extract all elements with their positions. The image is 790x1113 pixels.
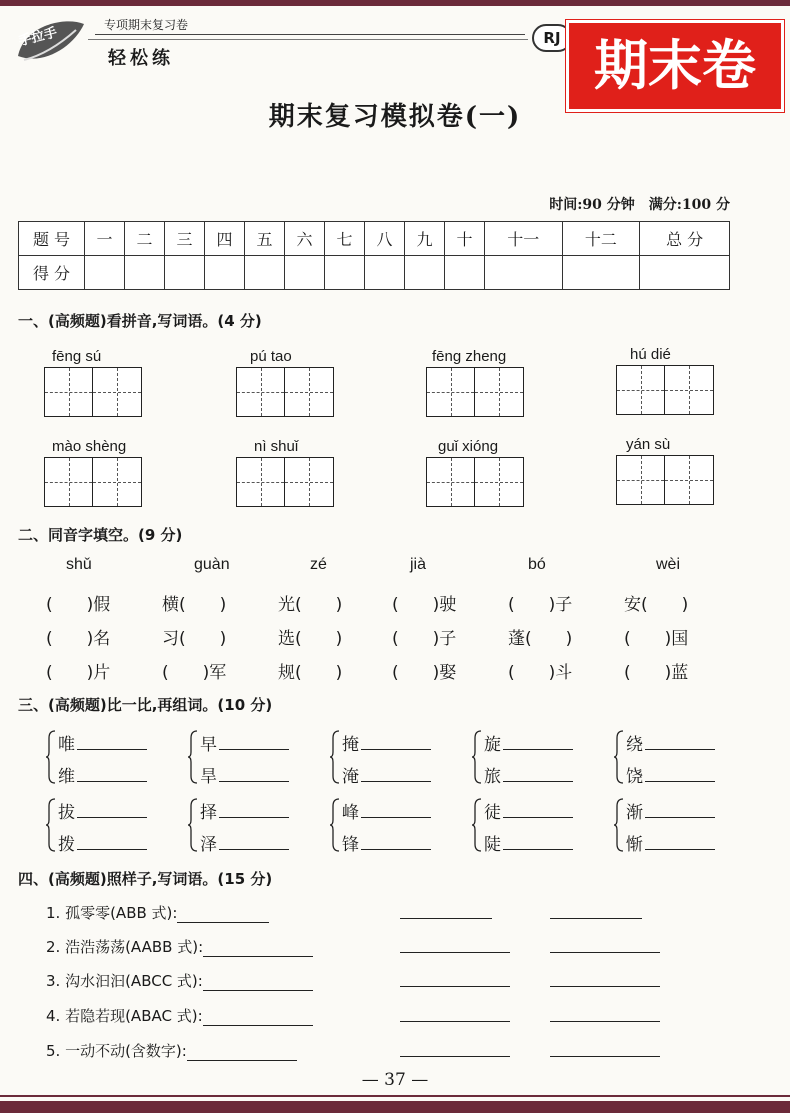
pair-line[interactable] [342,798,431,823]
answer-blank[interactable] [503,836,573,850]
grid-cell[interactable] [665,366,713,414]
pinyin-text: nì shuǐ [254,438,299,455]
answer-blank[interactable] [219,768,289,782]
pinyin-header: guàn [194,556,230,573]
char: 掩 [342,735,359,755]
pattern-prompt: 3. 沟水汩汩(ABCC 式): [46,972,203,990]
grid-cell[interactable] [617,456,665,504]
answer-blank[interactable] [203,977,313,991]
compare-pair [188,728,318,786]
score-blank[interactable] [405,256,445,290]
pattern-prompt: 2. 浩浩荡荡(AABB 式): [46,938,204,956]
pinyin-label [438,436,498,455]
compare-pair [188,796,318,854]
score-cell: 九 [405,222,445,256]
fill-blank-item[interactable]: 安( ) [624,595,689,615]
compare-pair [472,796,602,854]
answer-blank[interactable] [177,909,269,923]
answer-blank[interactable] [187,1047,297,1061]
pinyin-text: fēng zheng [432,348,507,365]
pinyin-label [52,346,101,365]
writing-grid[interactable] [236,457,334,507]
grid-cell[interactable] [93,458,141,506]
score-blank[interactable] [125,256,165,290]
exam-type-badge: 期末卷 [566,20,784,112]
bottom-border [0,1101,790,1113]
answer-blank[interactable] [77,736,147,750]
grid-cell[interactable] [617,366,665,414]
char: 淹 [342,767,359,787]
brace-icon [330,730,340,784]
compare-pair [614,728,744,786]
score-cell: 十一 [485,222,563,256]
pair-line[interactable] [626,830,715,855]
writing-grid[interactable] [616,455,714,505]
score-blank[interactable] [640,256,730,290]
score-blank[interactable] [285,256,325,290]
score-cell: 一 [85,222,125,256]
pinyin-header: bó [528,556,546,573]
fill-blank-item[interactable]: 选( ) [278,629,343,649]
header-rule [95,34,525,35]
char: 饶 [626,767,643,787]
series-name: 专项期末复习卷 [104,18,189,32]
pair-line[interactable] [58,798,147,823]
writing-grid[interactable] [236,367,334,417]
answer-blank[interactable] [550,1021,660,1022]
answer-blank[interactable] [77,836,147,850]
pinyin-label [626,434,670,453]
score-blank[interactable] [325,256,365,290]
answer-blank[interactable] [361,804,431,818]
pair-line[interactable] [342,830,431,855]
section-1-title: 一、(高频题)看拼音,写词语。(4 分) [18,312,262,330]
word-pattern-row [46,936,313,957]
pinyin-label [250,346,292,365]
char: 峰 [342,803,359,823]
answer-blank[interactable] [203,943,313,957]
header-rule [88,39,528,40]
word-pattern-row [46,1040,297,1061]
fill-blank-item[interactable]: ( )国 [624,629,689,649]
pair-line[interactable] [200,762,289,787]
writing-grid[interactable] [44,367,142,417]
compare-pair [330,728,460,786]
series-title: 轻松练 [108,48,174,69]
brace-icon [330,798,340,852]
pinyin-header: zé [310,556,327,573]
score-blank[interactable] [485,256,563,290]
answer-blank[interactable] [400,1056,510,1057]
score-blank[interactable] [562,256,640,290]
score-blank[interactable] [205,256,245,290]
fill-blank-item[interactable]: 习( ) [162,629,227,649]
char: 旋 [484,735,501,755]
answer-blank[interactable] [361,768,431,782]
char: 绕 [626,735,643,755]
brace-icon [188,730,198,784]
fill-blank-item[interactable]: ( )蓝 [624,663,689,683]
score-label: 得 分 [19,256,85,290]
score-table [18,221,730,290]
grid-cell[interactable] [93,368,141,416]
pinyin-label [630,344,671,363]
fill-blank-item[interactable]: ( )驶 [392,595,457,615]
char: 拔 [58,803,75,823]
score-blank[interactable] [445,256,485,290]
char: 择 [200,803,217,823]
answer-blank[interactable] [503,768,573,782]
pair-line[interactable] [200,730,289,755]
pair-line[interactable] [626,798,715,823]
score-blank[interactable] [85,256,125,290]
fill-blank-item[interactable]: ( )子 [392,629,457,649]
brace-icon [188,798,198,852]
char: 陡 [484,835,501,855]
time-info: 时间:90 分钟 满分:100 分 [549,197,730,213]
score-cell: 七 [325,222,365,256]
pair-line[interactable] [484,762,573,787]
char: 惭 [626,835,643,855]
logo-text: 手拉手 [17,25,59,50]
pair-line[interactable] [626,730,715,755]
fill-blank-item[interactable]: ( )假 [46,595,111,615]
fill-blank-item[interactable]: ( )军 [162,663,227,683]
char: 锋 [342,835,359,855]
score-cell: 十 [445,222,485,256]
char: 徒 [484,803,501,823]
pinyin-label [254,436,298,455]
score-blank[interactable] [365,256,405,290]
pinyin-text: yán sù [626,436,671,453]
fill-blank-item[interactable]: ( )子 [508,595,573,615]
compare-pair [46,728,176,786]
score-cell: 六 [285,222,325,256]
compare-pair [330,796,460,854]
grid-cell[interactable] [665,456,713,504]
pinyin-text: fēng sú [52,348,102,365]
brace-icon [46,798,56,852]
compare-pair [46,796,176,854]
pinyin-header: wèi [656,556,681,573]
char: 渐 [626,803,643,823]
score-blank[interactable] [245,256,285,290]
fill-blank-item[interactable]: ( )名 [46,629,111,649]
char: 维 [58,767,75,787]
pair-line[interactable] [626,762,715,787]
brace-icon [472,798,482,852]
pinyin-text: hú dié [630,346,671,363]
answer-blank[interactable] [400,918,492,919]
pinyin-header: jià [410,556,427,573]
answer-blank[interactable] [645,836,715,850]
answer-blank[interactable] [77,768,147,782]
pattern-prompt: 1. 孤零零(ABB 式): [46,904,178,922]
answer-blank[interactable] [361,736,431,750]
answer-blank[interactable] [503,736,573,750]
score-cell: 四 [205,222,245,256]
page-number: — 37 — [361,1070,429,1090]
grid-cell[interactable] [475,368,523,416]
answer-blank[interactable] [219,836,289,850]
grid-cell[interactable] [237,458,285,506]
char: 泽 [200,835,217,855]
brace-icon [472,730,482,784]
word-pattern-row [46,1005,313,1026]
answer-blank[interactable] [550,986,660,987]
answer-blank[interactable] [400,986,510,987]
brace-icon [614,798,624,852]
pair-line[interactable] [342,762,431,787]
pattern-prompt: 5. 一动不动(含数字): [46,1042,187,1060]
section-4-title: 四、(高频题)照样子,写词语。(15 分) [18,870,273,888]
grid-cell[interactable] [427,368,475,416]
writing-grid[interactable] [44,457,142,507]
fill-blank-item[interactable]: 蓬( ) [508,629,573,649]
answer-blank[interactable] [361,836,431,850]
compare-pair [472,728,602,786]
pair-line[interactable] [342,730,431,755]
fill-blank-item[interactable]: ( )娶 [392,663,457,683]
pinyin-header: shǔ [66,556,92,573]
answer-blank[interactable] [400,1021,510,1022]
bottom-rule [0,1095,790,1097]
fill-blank-item[interactable]: 规( ) [278,663,343,683]
answer-blank[interactable] [645,768,715,782]
answer-blank[interactable] [77,804,147,818]
score-cell: 三 [165,222,205,256]
grid-cell[interactable] [237,368,285,416]
score-cell: 题 号 [19,222,85,256]
grid-cell[interactable] [45,368,93,416]
char: 旅 [484,767,501,787]
pair-line[interactable] [484,730,573,755]
score-cell: 二 [125,222,165,256]
compare-pair [614,796,744,854]
score-cell: 五 [245,222,285,256]
writing-grid[interactable] [426,367,524,417]
section-3-title: 三、(高频题)比一比,再组词。(10 分) [18,696,273,714]
answer-blank[interactable] [645,804,715,818]
answer-blank[interactable] [645,736,715,750]
page-title: 期末复习模拟卷(一) [268,102,522,132]
pattern-prompt: 4. 若隐若现(ABAC 式): [46,1007,203,1025]
pinyin-text: pú tao [250,348,292,365]
pinyin-text: mào shèng [52,438,127,455]
answer-blank[interactable] [219,736,289,750]
grid-cell[interactable] [45,458,93,506]
fill-blank-item[interactable]: ( )片 [46,663,111,683]
section-2-title: 二、同音字填空。(9 分) [18,526,183,544]
pinyin-label [52,436,126,455]
pinyin-text: guǐ xióng [438,438,499,455]
writing-grid[interactable] [426,457,524,507]
brace-icon [46,730,56,784]
answer-blank[interactable] [550,918,642,919]
grid-cell[interactable] [285,458,333,506]
grid-cell[interactable] [285,368,333,416]
word-pattern-row [46,970,313,991]
fill-blank-item[interactable]: ( )斗 [508,663,573,683]
answer-blank[interactable] [550,1056,660,1057]
word-pattern-row [46,902,269,923]
pair-line[interactable] [58,830,147,855]
answer-blank[interactable] [550,952,660,953]
pair-line[interactable] [484,830,573,855]
pair-line[interactable] [200,830,289,855]
answer-blank[interactable] [503,804,573,818]
score-cell: 八 [365,222,405,256]
edition-badge: RJ [532,24,572,52]
pair-line[interactable] [58,762,147,787]
char: 旱 [200,767,217,787]
score-table-score-row [19,256,730,290]
char: 唯 [58,735,75,755]
fill-blank-item[interactable]: 光( ) [278,595,343,615]
pair-line[interactable] [58,730,147,755]
char: 拨 [58,835,75,855]
grid-cell[interactable] [427,458,475,506]
pair-line[interactable] [200,798,289,823]
grid-cell[interactable] [475,458,523,506]
score-blank[interactable] [165,256,205,290]
writing-grid[interactable] [616,365,714,415]
pinyin-label [432,346,506,365]
answer-blank[interactable] [219,804,289,818]
score-cell: 总 分 [640,222,730,256]
pair-line[interactable] [484,798,573,823]
char: 早 [200,735,217,755]
score-cell: 十二 [562,222,640,256]
brace-icon [614,730,624,784]
answer-blank[interactable] [400,952,510,953]
fill-blank-item[interactable]: 横( ) [162,595,227,615]
answer-blank[interactable] [203,1012,313,1026]
score-table-header-row [19,222,730,256]
